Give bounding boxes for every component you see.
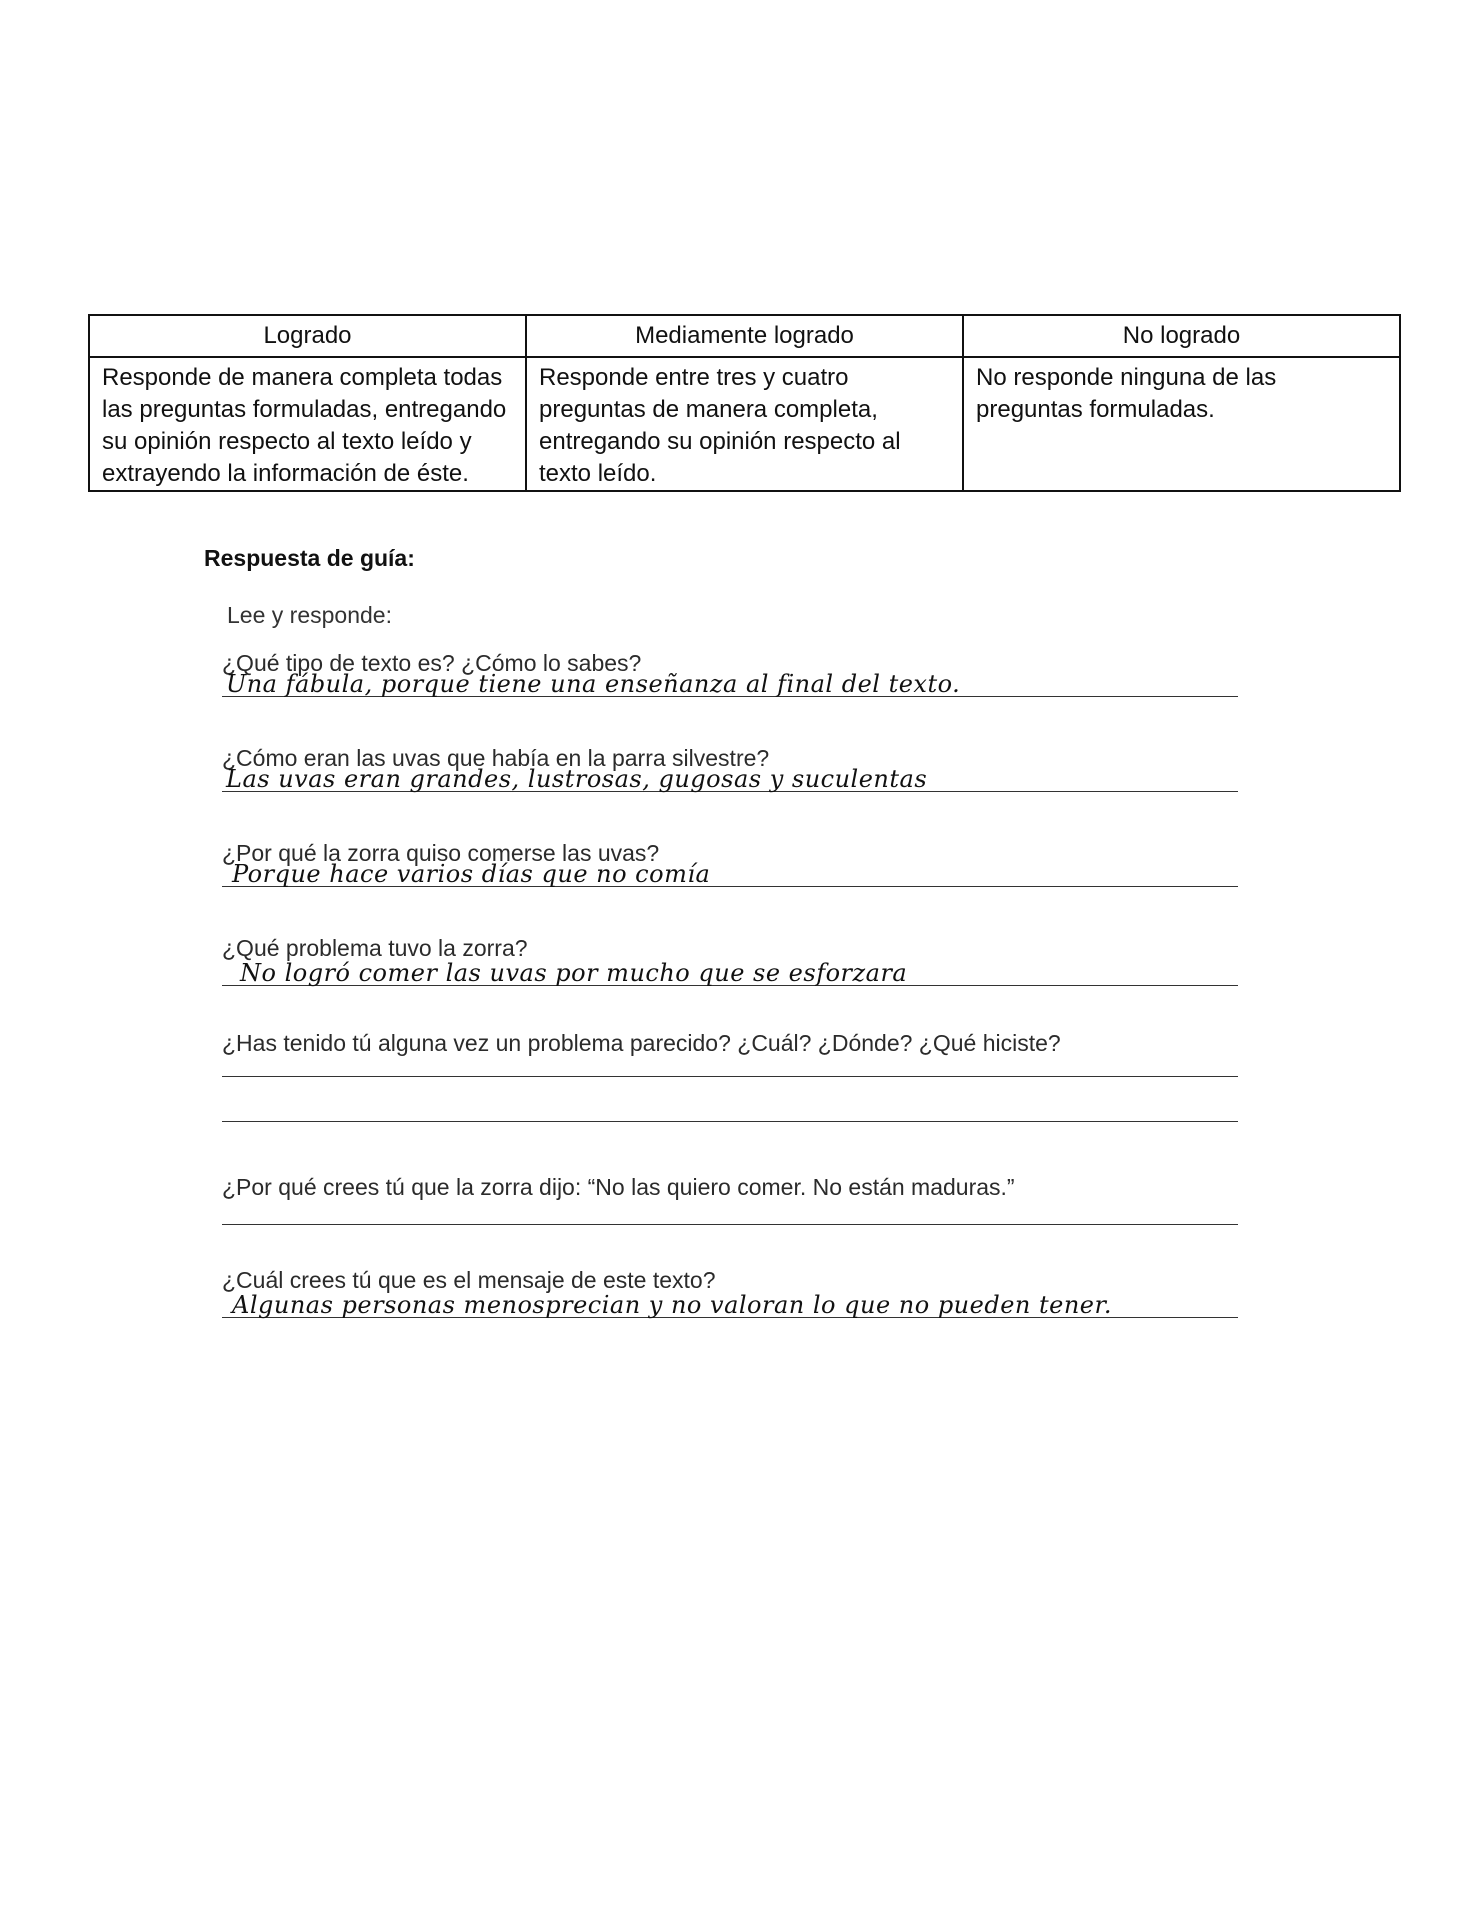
rubric-header-achieved: Logrado (89, 315, 526, 357)
answer-line-4[interactable] (222, 959, 1238, 987)
section-title: Respuesta de guía: (204, 545, 415, 571)
question-block-2 (222, 743, 1238, 792)
question-block-4 (222, 933, 1238, 986)
answer-text-3: Porque hace varios días que no comía (232, 860, 711, 888)
rubric-header-not-achieved: No logrado (963, 315, 1400, 357)
answer-line-5a[interactable] (222, 1058, 1238, 1077)
answer-text-2: Las uvas eran grandes, lustrosas, gugosas y suculentas (226, 765, 928, 793)
rubric-description-partially-achieved: Responde entre tres y cuatro preguntas de manera completa, entregando su opinión respecto al texto leído. (526, 357, 963, 491)
question-text-2: ¿Cómo eran las uvas que había en la parra silvestre? (222, 745, 770, 771)
question-block-1 (222, 648, 1238, 697)
answer-text-1: Una fábula, porque tiene una enseñanza al final del texto. (226, 670, 961, 698)
rubric-header-partially-achieved: Mediamente logrado (526, 315, 963, 357)
answer-line-6[interactable] (222, 1202, 1238, 1225)
rubric-description-not-achieved: No responde ninguna de las preguntas formuladas. (963, 357, 1400, 491)
question-text-7: ¿Cuál crees tú que es el mensaje de este texto? (222, 1267, 716, 1293)
answer-line-1[interactable] (222, 670, 1238, 698)
instruction: Lee y responde: (227, 602, 392, 628)
rubric-description-row (89, 357, 1400, 491)
question-block-6 (222, 1172, 1238, 1225)
question-block-7 (222, 1265, 1238, 1318)
answer-line-3[interactable] (222, 860, 1238, 888)
question-block-5 (222, 1028, 1238, 1122)
question-text-5: ¿Has tenido tú alguna vez un problema parecido? ¿Cuál? ¿Dónde? ¿Qué hiciste? (222, 1030, 1061, 1056)
answer-text-4: No logró comer las uvas por mucho que se esforzara (240, 959, 908, 987)
question-text-6: ¿Por qué crees tú que la zorra dijo: “No las quiero comer. No están maduras.” (222, 1174, 1015, 1200)
rubric-description-achieved: Responde de manera completa todas las preguntas formuladas, entregando su opinión respecto al texto leído y extrayendo la información de éste. (89, 357, 526, 491)
question-block-3 (222, 838, 1238, 887)
question-text-4: ¿Qué problema tuvo la zorra? (222, 935, 528, 961)
rubric-table (88, 314, 1401, 492)
answer-line-2[interactable] (222, 765, 1238, 793)
question-text-1: ¿Qué tipo de texto es? ¿Cómo lo sabes? (222, 650, 642, 676)
answer-line-5b[interactable] (222, 1077, 1238, 1122)
rubric-header-row (89, 315, 1400, 357)
answer-text-7: Algunas personas menosprecian y no valoran lo que no pueden tener. (232, 1291, 1112, 1319)
question-text-3: ¿Por qué la zorra quiso comerse las uvas? (222, 840, 660, 866)
answer-line-7[interactable] (222, 1291, 1238, 1319)
